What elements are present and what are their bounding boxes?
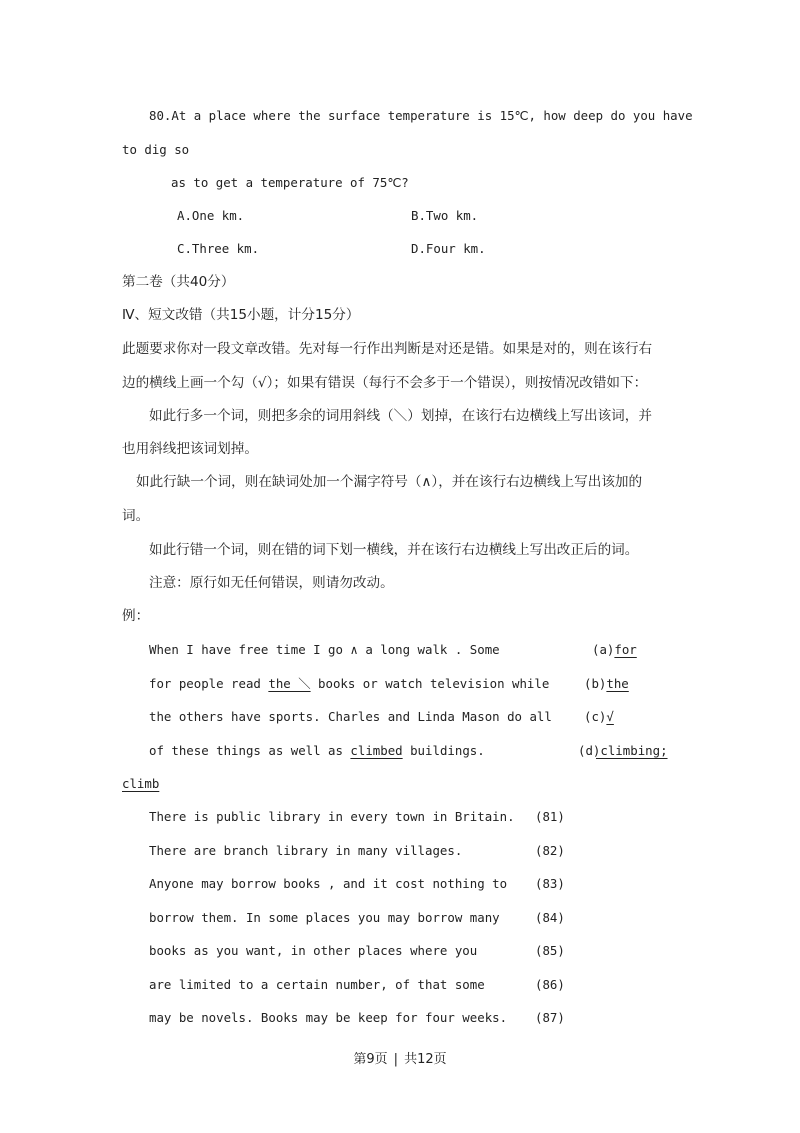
passage-number-83: (83) [535, 876, 565, 891]
instruction-line-4: 也用斜线把该词划掉。 [122, 441, 258, 457]
q80-line-1: 80.At a place where the surface temperature is 15℃, how deep do you have [149, 108, 693, 123]
passage-line-86: are limited to a certain number, of that some [149, 977, 485, 992]
passage-number-82: (82) [535, 843, 565, 858]
passage-line-87: may be novels. Books may be keep for four weeks. [149, 1010, 508, 1025]
passage-number-85: (85) [535, 943, 565, 958]
section-title: Ⅳ、短文改错（共15小题，计分15分） [122, 307, 360, 323]
passage-number-86: (86) [535, 977, 565, 992]
instruction-line-5: 如此行缺一个词，则在缺词处加一个漏字符号（∧），并在该行右边横线上写出该加的 [136, 474, 643, 490]
q80-option-a: A.One km. [177, 208, 245, 223]
q80-option-d: D.Four km. [411, 241, 486, 256]
example-label: 例： [122, 608, 150, 624]
example-row-2-label: (b) [584, 676, 607, 691]
example-row-3-text: the others have sports. Charles and Linda Mason do all [149, 709, 552, 724]
part2-title: 第二卷（共40分） [122, 274, 235, 290]
footer-total-pages: 共12页 [404, 1052, 447, 1067]
instruction-line-7: 如此行错一个词，则在错的词下划一横线，并在该行右边横线上写出改正后的词。 [149, 542, 639, 558]
example-row-4-answer-underline [596, 758, 667, 759]
footer-page-number: 第9页 [353, 1052, 388, 1067]
example-row-4-answer-cont [122, 775, 159, 793]
passage-line-85: books as you want, in other places where you [149, 943, 478, 958]
example-row-3-label: (c) [584, 709, 607, 724]
q80-option-c: C.Three km. [177, 241, 260, 256]
example-row-1-answer [592, 641, 637, 659]
example-row-1-label: (a) [592, 642, 615, 657]
page-footer [0, 1048, 800, 1067]
example-row-2-post: books or watch television while [310, 676, 550, 691]
instruction-line-1: 此题要求你对一段文章改错。先对每一行作出判断是对还是错。如果是对的，则在该行右 [122, 341, 653, 357]
instruction-line-2: 边的横线上画一个勾（√）；如果有错误（每行不会多于一个错误），则按情况改错如下： [122, 375, 648, 391]
example-row-4-answer-word: climbing; [600, 743, 668, 758]
example-row-3-answer [584, 708, 614, 726]
example-row-1-text: When I have free time I go ∧ a long walk . Some [149, 642, 500, 657]
example-row-4-post: buildings. [402, 743, 485, 758]
instruction-line-6: 词。 [122, 508, 150, 524]
q80-option-b: B.Two km. [411, 208, 479, 223]
passage-number-81: (81) [535, 809, 565, 824]
example-row-4-pre: of these things as well as [149, 743, 351, 758]
example-row-4-marked: climbed [350, 743, 403, 758]
example-row-4-label: (d) [578, 743, 601, 758]
instruction-line-3: 如此行多一个词，则把多余的词用斜线（＼）划掉，在该行右边横线上写出该词，并 [149, 408, 652, 424]
example-row-4-text [149, 742, 485, 760]
passage-line-81: There is public library in every town in Britain. [149, 809, 515, 824]
passage-number-84: (84) [535, 910, 565, 925]
passage-line-83: Anyone may borrow books , and it cost nothing to [149, 876, 508, 891]
example-row-2-marked: the ＼ [268, 676, 311, 691]
example-row-3-answer-mark: √ [606, 709, 614, 724]
passage-line-82: There are branch library in many villages. [149, 843, 463, 858]
example-row-2-pre: for people read [149, 676, 269, 691]
example-row-2-text [149, 675, 549, 693]
passage-line-84: borrow them. In some places you may borrow many [149, 910, 500, 925]
example-row-2-answer-word: the [606, 676, 629, 691]
passage-number-87: (87) [535, 1010, 565, 1025]
example-row-1-answer-word: for [614, 642, 637, 657]
footer-separator: | [393, 1052, 399, 1067]
q80-line-3: as to get a temperature of 75℃? [171, 175, 409, 190]
example-row-4-answer-word-2: climb [122, 776, 160, 791]
example-row-2-answer [584, 675, 629, 693]
instruction-line-8: 注意：原行如无任何错误，则请勿改动。 [149, 575, 394, 591]
q80-line-2: to dig so [122, 142, 190, 157]
